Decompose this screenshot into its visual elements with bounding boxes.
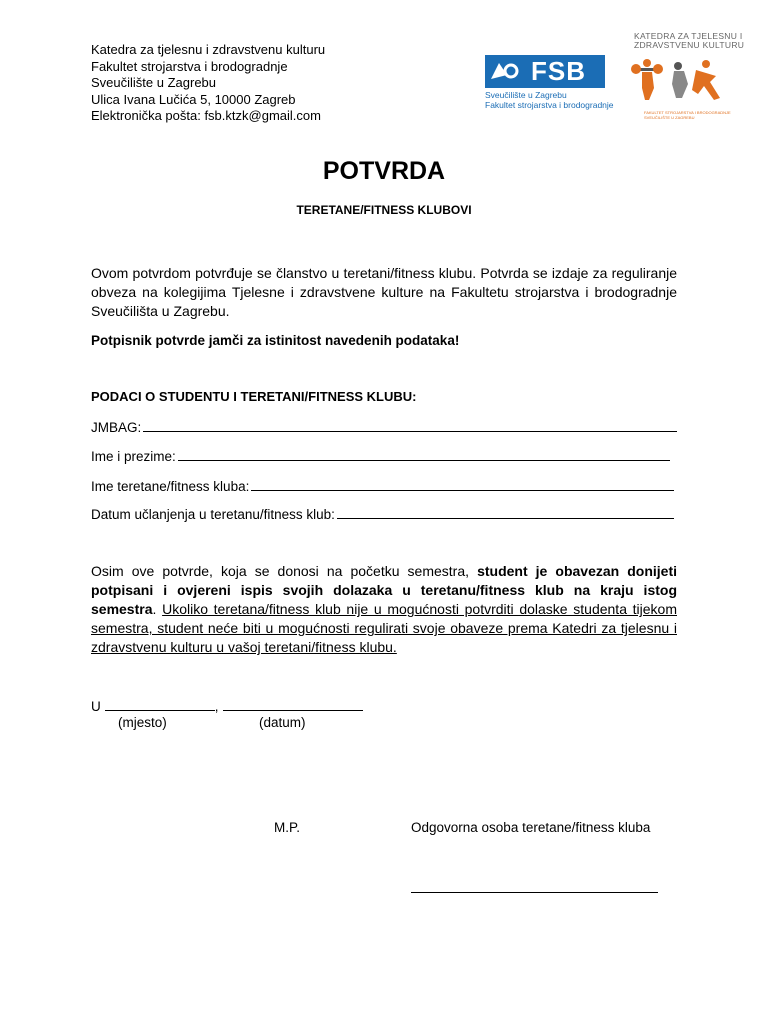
gym-name-input-line[interactable]: [251, 477, 674, 491]
notice-paragraph: [91, 562, 677, 657]
header-address: [91, 42, 325, 125]
katedra-logo-caption-line2: SVEUČILIŠTE U ZAGREBU: [644, 115, 695, 120]
place-prefix: U: [91, 699, 101, 714]
gym-name-label: Ime teretane/fitness kluba:: [91, 479, 250, 494]
place-caption: (mjesto): [118, 715, 167, 730]
document-subtitle: TERETANE/FITNESS KLUBOVI: [296, 203, 472, 217]
document-title: POTVRDA: [322, 157, 446, 185]
jmbag-label: JMBAG:: [91, 420, 142, 435]
guarantee-statement: Potpisnik potvrde jamči za istinitost navedenih podataka!: [91, 333, 460, 348]
notice-part1: Osim ove potvrde, koja se donosi na početku semestra,: [91, 563, 478, 579]
header-line-email: Elektronička pošta: fsb.ktzk@gmail.com: [91, 108, 321, 123]
join-date-field[interactable]: [91, 505, 674, 524]
place-date-row: [91, 698, 363, 714]
katedra-logo: [628, 31, 745, 124]
header-line-university: Sveučilište u Zagrebu: [91, 75, 217, 90]
katedra-logo-caption-line1: FAKULTET STROJARSTVA I BRODOGRADNJE: [644, 110, 731, 115]
jmbag-input-line[interactable]: [143, 418, 677, 432]
signature-line[interactable]: [411, 880, 658, 893]
fsb-emblem-icon: [485, 55, 525, 88]
join-date-label: Datum učlanjenja u teretanu/fitness klub:: [91, 507, 335, 522]
name-label: Ime i prezime:: [91, 449, 176, 464]
place-input-line[interactable]: [105, 698, 215, 711]
katedra-logo-title-line2: ZDRAVSTVENU KULTURU: [634, 40, 745, 50]
name-field[interactable]: [91, 447, 670, 466]
jmbag-field[interactable]: [91, 418, 677, 437]
intro-paragraph: Ovom potvrdom potvrđuje se članstvo u teretani/fitness klubu. Potvrda se izdaje za reguliranje obveza na kolegijima Tjelesne i zdravstvene kulture na Fakultetu strojarstva i brodogradnje Sveučilišta u Zagrebu.: [91, 265, 677, 319]
katedra-logo-title-line1: KATEDRA ZA TJELESNU I: [634, 31, 743, 41]
responsible-person-label: Odgovorna osoba teretane/fitness kluba: [411, 820, 651, 835]
fsb-logo-text: FSB: [531, 56, 586, 86]
place-date-comma: ,: [214, 699, 219, 714]
date-input-line[interactable]: [223, 698, 363, 711]
fsb-logo: [485, 55, 614, 111]
header-line-department: Katedra za tjelesnu i zdravstvenu kulturu: [91, 42, 326, 57]
gym-name-field[interactable]: [91, 477, 674, 496]
name-input-line[interactable]: [178, 447, 670, 461]
fsb-logo-university: Sveučilište u Zagrebu: [485, 90, 567, 100]
notice-bold: student je obavezan donijeti potpisani i ovjereni ispis svojih dolazaka u teretanu/fitness klub na kraju istog semestra: [91, 563, 678, 617]
join-date-input-line[interactable]: [337, 505, 674, 519]
fsb-logo-box: [485, 55, 605, 88]
fsb-logo-faculty: Fakultet strojarstva i brodogradnje: [485, 100, 614, 110]
header-line-street: Ulica Ivana Lučića 5, 10000 Zagreb: [91, 91, 296, 107]
katedra-logo-title: [634, 32, 744, 50]
date-caption: (datum): [259, 715, 306, 730]
katedra-logo-caption: [644, 110, 731, 120]
header-line-faculty: Fakultet strojarstva i brodogradnje: [91, 58, 288, 74]
section-heading: PODACI O STUDENTU I TERETANI/FITNESS KLUBU:: [91, 389, 417, 404]
notice-part2: .: [152, 601, 163, 617]
notice-underlined: Ukoliko teretana/fitness klub nije u mogućnosti potvrditi dolaske studenta tijekom semestra, student neće biti u mogućnosti regulirati svoje obaveze prema Katedri za tjelesnu i zdravstvenu kulturu u vašoj teretani/fitness klubu.: [91, 601, 677, 655]
stamp-label: M.P.: [274, 820, 301, 835]
athletes-illustration-icon: [630, 54, 730, 102]
